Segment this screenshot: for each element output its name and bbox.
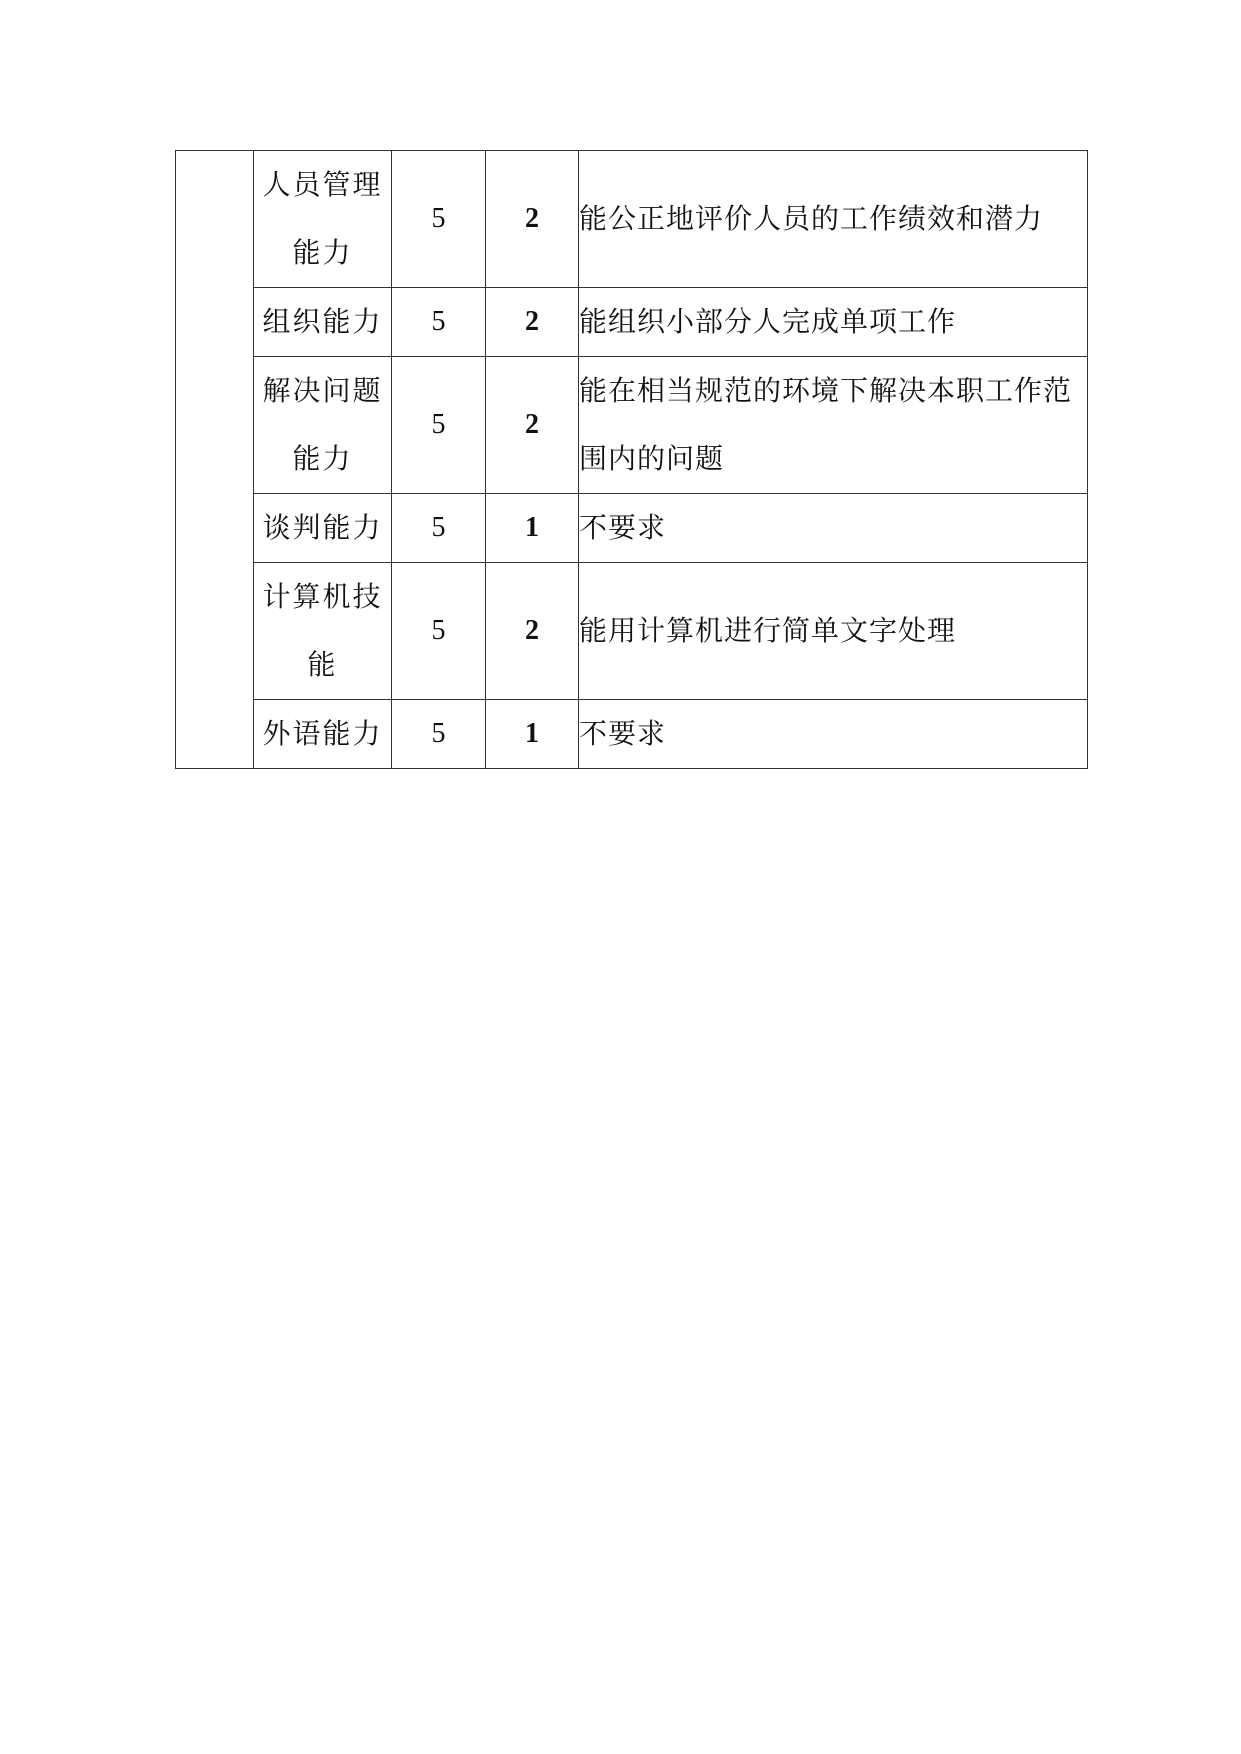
competency-name: 外语能力 [262,717,383,750]
max-score-cell [392,151,486,288]
competency-table [175,150,1088,769]
required-level: 1 [525,718,539,749]
description-cell [579,357,1088,494]
required-level-cell [486,563,579,700]
required-level-cell [486,151,579,288]
competency-name-cell [254,563,392,700]
required-level-cell [486,494,579,563]
table-row [176,357,1088,494]
max-score-cell [392,563,486,700]
description-cell [579,494,1088,563]
description-cell [579,563,1088,700]
description: 不要求 [579,511,667,544]
description-cell [579,288,1088,357]
competency-name: 组织能力 [262,305,383,338]
max-score: 5 [431,203,446,234]
required-level: 2 [525,409,539,440]
max-score: 5 [431,615,446,646]
competency-name: 解决问题能力 [262,374,383,475]
max-score-cell [392,494,486,563]
competency-name-cell [254,288,392,357]
description: 能在相当规范的环境下解决本职工作范围内的问题 [579,374,1073,475]
required-level: 1 [525,512,539,543]
description-cell [579,151,1088,288]
competency-name-cell [254,494,392,563]
competency-name-cell [254,357,392,494]
table-row [176,700,1088,769]
category-cell [176,151,254,769]
description: 不要求 [579,717,667,750]
competency-name: 计算机技能 [262,580,383,681]
description: 能组织小部分人完成单项工作 [579,305,957,338]
required-level: 2 [525,203,539,234]
description: 能公正地评价人员的工作绩效和潜力 [579,202,1044,235]
table-row [176,494,1088,563]
competency-name-cell [254,151,392,288]
table-row [176,151,1088,288]
max-score: 5 [431,718,446,749]
required-level: 2 [525,306,539,337]
required-level-cell [486,357,579,494]
required-level: 2 [525,615,539,646]
required-level-cell [486,700,579,769]
description-cell [579,700,1088,769]
competency-name: 谈判能力 [262,511,383,544]
max-score-cell [392,357,486,494]
required-level-cell [486,288,579,357]
table-row [176,288,1088,357]
competency-name-cell [254,700,392,769]
max-score: 5 [431,409,446,440]
max-score: 5 [431,512,446,543]
max-score-cell [392,288,486,357]
table-row [176,563,1088,700]
description: 能用计算机进行简单文字处理 [579,614,957,647]
competency-name: 人员管理能力 [262,168,383,269]
max-score-cell [392,700,486,769]
max-score: 5 [431,306,446,337]
